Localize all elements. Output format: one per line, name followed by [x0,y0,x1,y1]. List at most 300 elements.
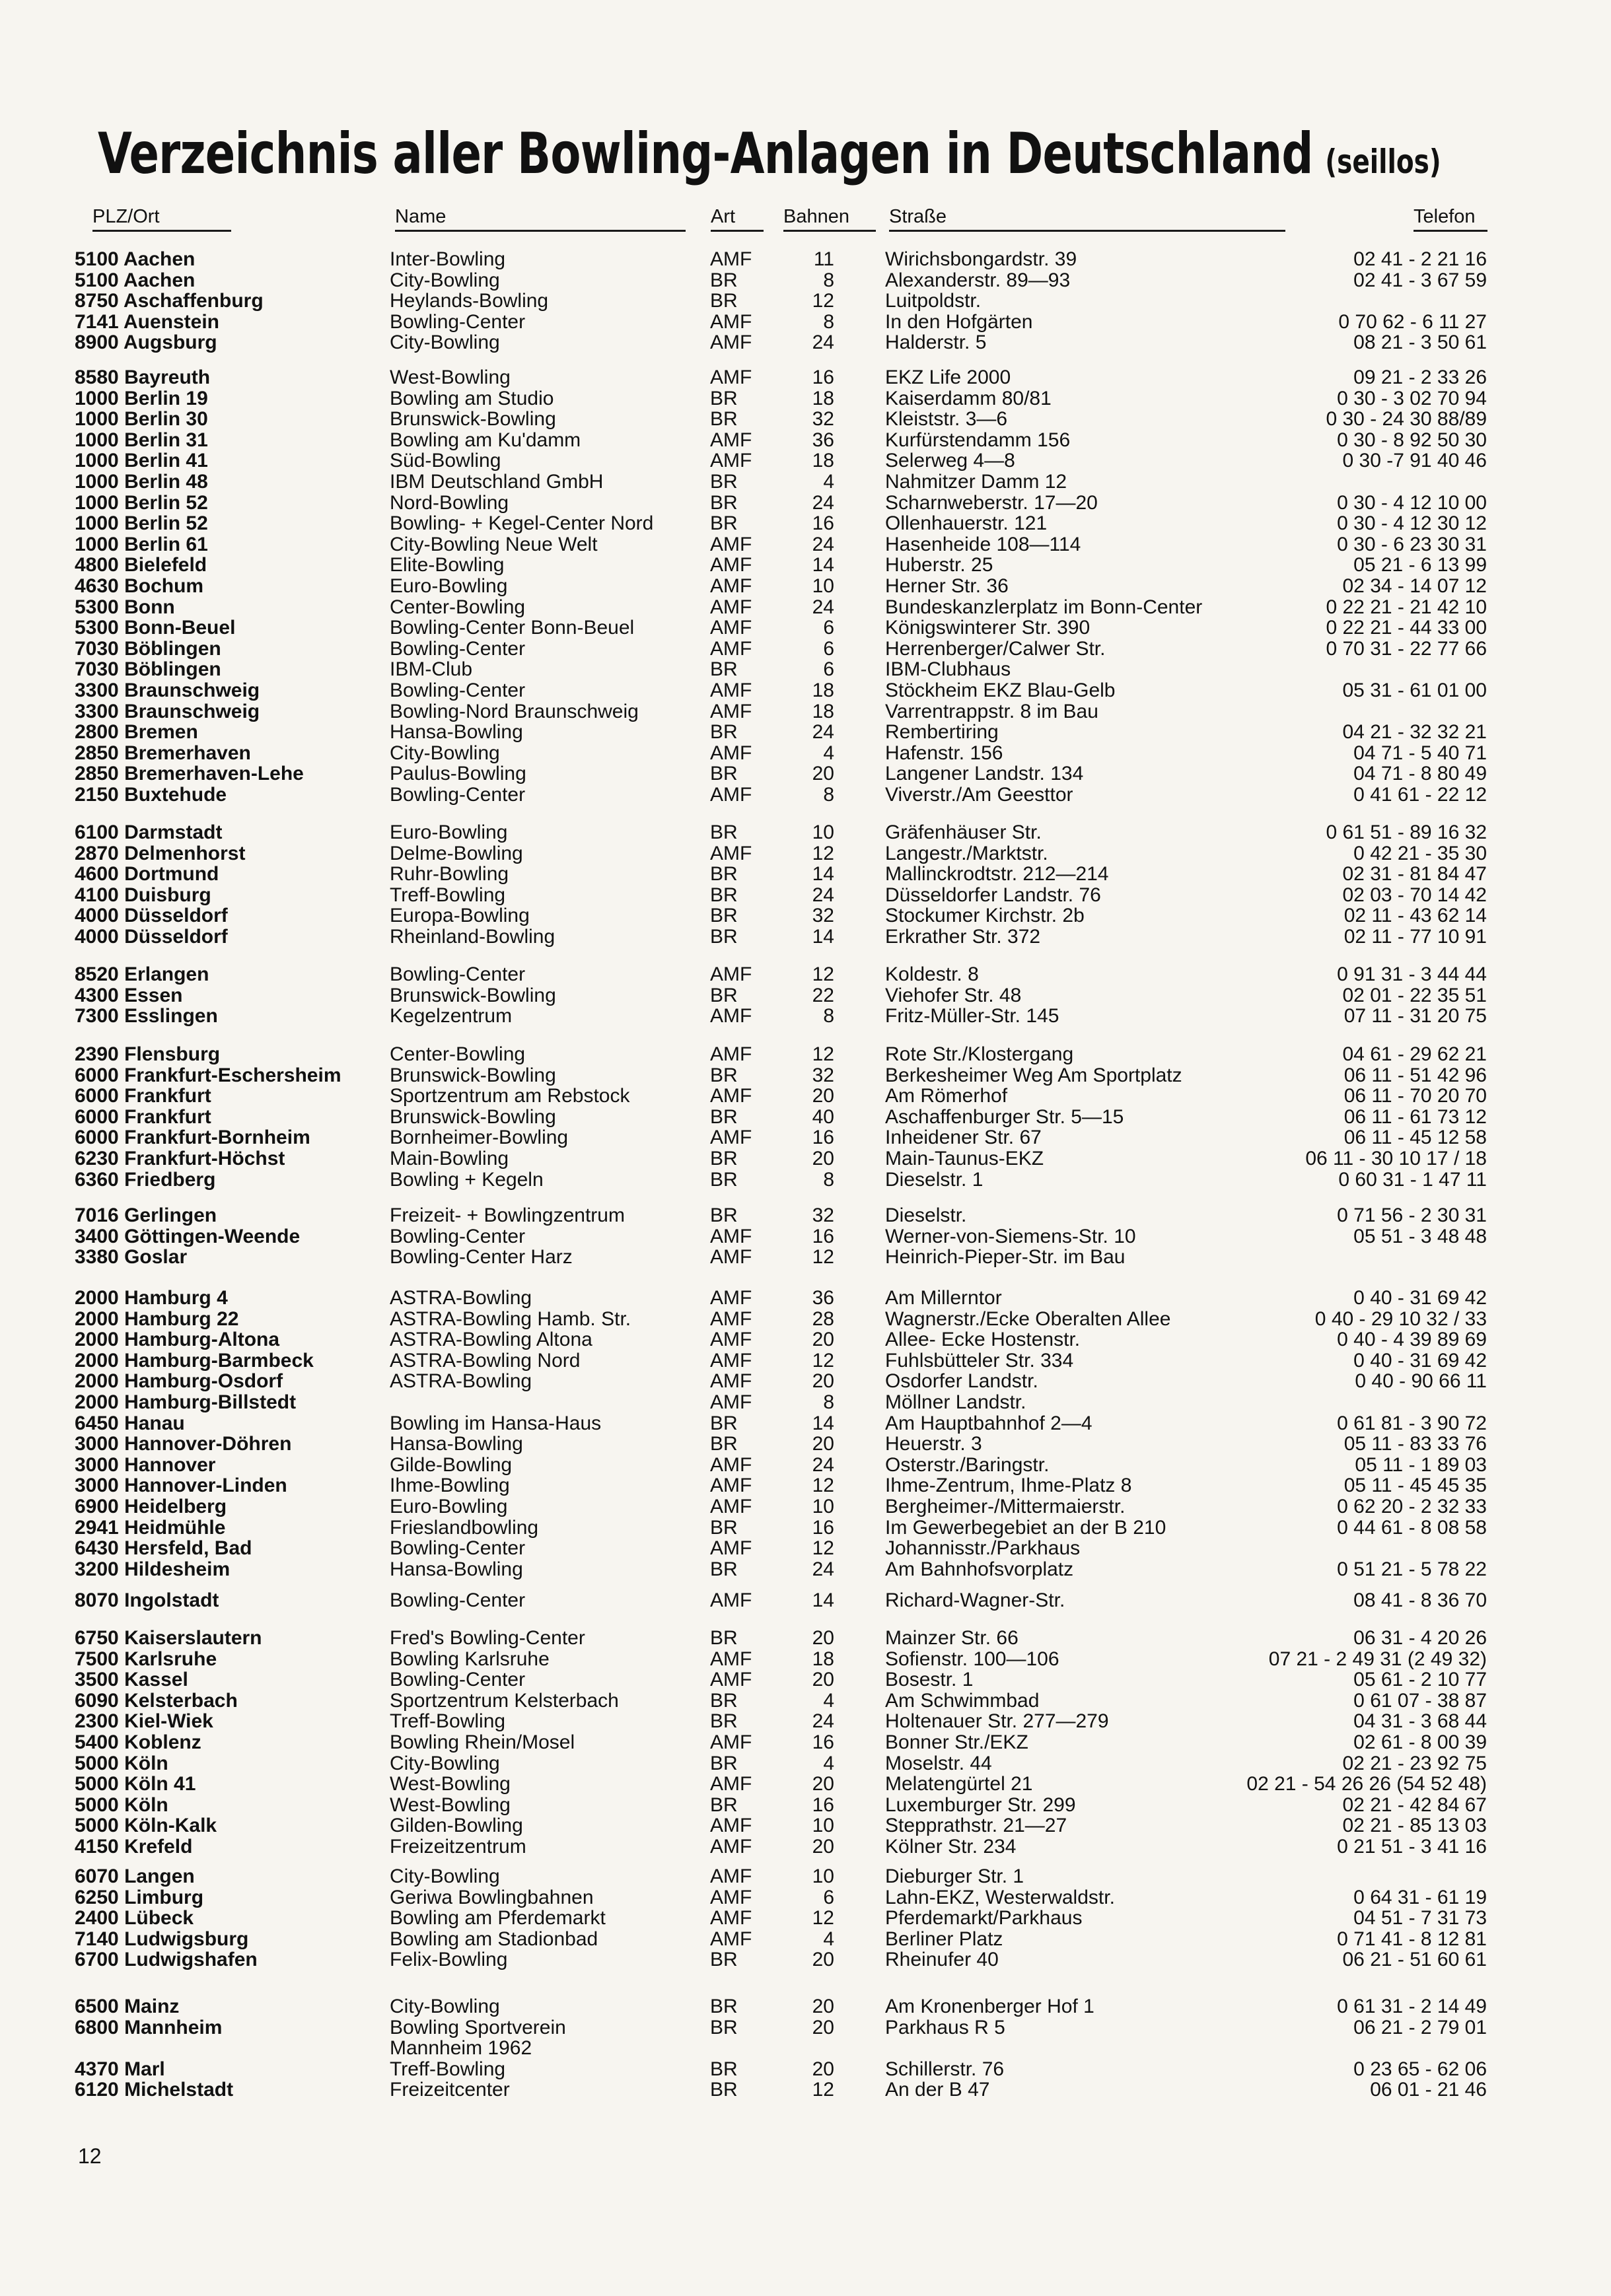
cell-plz-ort: 7300 Esslingen [75,1005,218,1027]
cell-name: Treff-Bowling [390,2058,506,2080]
cell-name: IBM Deutschland GmbH [390,471,604,493]
cell-name: Bowling-Center [390,1669,526,1691]
cell-bahnen: 20 [812,1949,834,1971]
cell-telefon: 06 21 - 2 79 01 [1353,2016,1487,2038]
cell-plz-ort: 6000 Frankfurt [75,1105,211,1128]
cell-bahnen: 16 [812,366,834,388]
table-row [0,1392,1611,1413]
cell-telefon: 06 11 - 70 20 70 [1343,1085,1487,1107]
table-row [0,701,1611,722]
cell-art: BR [710,471,738,493]
table-row [0,388,1611,409]
cell-plz-ort: 5100 Aachen [75,269,196,291]
table-row [0,964,1611,985]
cell-art: BR [710,1710,738,1733]
header-rule-art [711,230,764,232]
cell-telefon: 0 61 31 - 2 14 49 [1337,1996,1487,2017]
table-row [0,1753,1611,1774]
cell-name: Center-Bowling [390,1043,526,1065]
cell-bahnen: 32 [812,1204,834,1226]
cell-strasse: Langestr./Marktstr. [885,842,1048,864]
cell-strasse: Halderstr. 5 [885,331,987,354]
cell-bahnen: 6 [823,658,834,681]
cell-plz-ort: 6090 Kelsterbach [75,1689,238,1712]
cell-plz-ort: 8580 Bayreuth [75,366,211,388]
cell-strasse: Am Römerhof [885,1085,1008,1107]
cell-bahnen: 32 [812,905,834,927]
cell-telefon: 0 40 - 31 69 42 [1353,1349,1487,1372]
cell-plz-ort: 2870 Delmenhorst [75,842,246,864]
cell-strasse: Am Bahnhofsvorplatz [885,1558,1074,1580]
table-row [0,1711,1611,1732]
table-row [0,926,1611,948]
cell-name: Treff-Bowling [390,884,506,906]
cell-name: Bowling- + Kegel-Center Nord [390,512,654,535]
cell-strasse: An der B 47 [885,2079,990,2101]
cell-art: BR [710,1168,738,1191]
cell-strasse: Bosestr. 1 [885,1669,974,1691]
cell-strasse: Am Kronenberger Hof 1 [885,1996,1094,2017]
cell-bahnen: 24 [812,331,834,354]
table-row [0,1795,1611,1816]
cell-plz-ort: 4600 Dortmund [75,863,219,886]
cell-plz-ort: 4100 Duisburg [75,884,211,906]
cell-strasse: Selerweg 4—8 [885,450,1015,472]
cell-name: Bowling Sportverein [390,2016,566,2038]
cell-strasse: Mainzer Str. 66 [885,1627,1019,1649]
cell-telefon: 05 11 - 1 89 03 [1355,1453,1487,1476]
cell-art: AMF [710,1537,752,1560]
col-header-strasse: Straße [889,206,947,227]
cell-telefon: 0 44 61 - 8 08 58 [1337,1516,1487,1539]
cell-bahnen: 24 [812,884,834,906]
table-row [0,1413,1611,1434]
cell-bahnen: 12 [812,1246,834,1269]
cell-art: BR [710,1064,738,1086]
cell-art: AMF [710,1475,752,1497]
cell-strasse: Rote Str./Klostergang [885,1043,1074,1065]
cell-name: Main-Bowling [390,1148,509,1169]
cell-name: Treff-Bowling [390,1710,506,1733]
cell-plz-ort: 5000 Köln 41 [75,1773,196,1795]
cell-strasse: Bergheimer-/Mittermaierstr. [885,1496,1126,1517]
cell-art: BR [710,821,738,843]
cell-plz-ort: 5000 Köln-Kalk [75,1815,217,1837]
cell-art: AMF [710,331,752,354]
cell-telefon: 0 40 - 29 10 32 / 33 [1314,1307,1487,1330]
cell-telefon: 02 41 - 2 21 16 [1353,248,1487,270]
table-row [0,1517,1611,1539]
cell-name: Bowling-Center [390,679,526,701]
table-row [0,513,1611,534]
cell-name: Fred's Bowling-Center [390,1627,585,1649]
cell-art: AMF [710,1127,752,1149]
cell-name: Süd-Bowling [390,450,501,472]
cell-name: Mannheim 1962 [390,2037,532,2060]
cell-name: Paulus-Bowling [390,763,526,785]
table-row [0,722,1611,743]
cell-art: BR [710,2058,738,2080]
cell-name: Sportzentrum am Rebstock [390,1085,630,1107]
cell-art: AMF [710,1496,752,1517]
cell-telefon: 0 30 - 3 02 70 94 [1337,387,1487,409]
cell-strasse: EKZ Life 2000 [885,366,1011,388]
table-row [0,1908,1611,1929]
cell-name: West-Bowling [390,366,511,388]
cell-name: Hansa-Bowling [390,1433,523,1455]
cell-telefon: 02 31 - 81 84 47 [1342,863,1487,886]
cell-art: BR [710,1793,738,1816]
cell-telefon: 0 61 51 - 89 16 32 [1326,821,1487,843]
cell-plz-ort: 4300 Essen [75,984,183,1006]
cell-plz-ort: 7030 Böblingen [75,658,221,681]
cell-strasse: Heinrich-Pieper-Str. im Bau [885,1246,1126,1269]
cell-plz-ort: 1000 Berlin 31 [75,429,208,451]
cell-plz-ort: 2941 Heidmühle [75,1516,226,1539]
cell-art: AMF [710,310,752,333]
cell-bahnen: 10 [812,821,834,843]
cell-plz-ort: 2300 Kiel-Wiek [75,1710,213,1733]
cell-bahnen: 18 [812,450,834,472]
cell-art: AMF [710,1329,752,1351]
cell-telefon: 0 60 31 - 1 47 11 [1338,1168,1487,1191]
table-row [0,409,1611,430]
cell-bahnen: 16 [812,1225,834,1247]
table-row [0,1371,1611,1392]
cell-art: AMF [710,1907,752,1930]
cell-telefon: 04 61 - 29 62 21 [1342,1043,1487,1065]
cell-plz-ort: 4000 Düsseldorf [75,926,228,948]
cell-plz-ort: 2000 Hamburg 22 [75,1307,239,1330]
table-row [0,1247,1611,1268]
cell-bahnen: 11 [813,248,834,270]
cell-name: Freizeitcenter [390,2079,510,2101]
cell-bahnen: 12 [812,1043,834,1065]
cell-name: Felix-Bowling [390,1949,508,1971]
cell-name: ASTRA-Bowling Altona [390,1329,592,1351]
cell-bahnen: 4 [823,1689,834,1712]
cell-strasse: Kurfürstendamm 156 [885,429,1071,451]
cell-bahnen: 20 [812,1773,834,1795]
cell-telefon: 05 11 - 83 33 76 [1343,1433,1487,1455]
table-row [0,1127,1611,1148]
cell-art: AMF [710,1225,752,1247]
cell-art: BR [710,926,738,948]
cell-plz-ort: 5100 Aachen [75,248,196,270]
cell-telefon: 0 30 - 4 12 10 00 [1337,491,1487,514]
table-row [0,864,1611,885]
cell-bahnen: 20 [812,1836,834,1858]
cell-bahnen: 24 [812,533,834,555]
table-row [0,1226,1611,1247]
cell-strasse: Viverstr./Am Geesttor [885,784,1073,806]
cell-plz-ort: 6450 Hanau [75,1412,185,1434]
cell-plz-ort: 6070 Langen [75,1865,195,1887]
cell-bahnen: 18 [812,387,834,409]
cell-plz-ort: 2850 Bremerhaven [75,742,251,764]
page-number: 12 [78,2144,102,2168]
cell-strasse: Kaiserdamm 80/81 [885,387,1052,409]
cell-art: BR [710,1516,738,1539]
cell-art: AMF [710,1669,752,1691]
cell-strasse: Bonner Str./EKZ [885,1731,1028,1753]
cell-telefon: 05 11 - 45 45 35 [1343,1475,1487,1497]
table-row [0,843,1611,864]
cell-art: BR [710,1148,738,1169]
table-row [0,1169,1611,1191]
cell-name: Bowling am Stadionbad [390,1928,598,1950]
table-row [0,1649,1611,1670]
cell-plz-ort: 6430 Hersfeld, Bad [75,1537,252,1560]
cell-art: AMF [710,1391,752,1413]
cell-name: City-Bowling [390,742,500,764]
table-row [0,291,1611,312]
cell-strasse: Melatengürtel 21 [885,1773,1033,1795]
table-row [0,576,1611,597]
cell-name: Bowling am Ku'damm [390,429,581,451]
cell-plz-ort: 8520 Erlangen [75,963,209,985]
cell-art: AMF [710,1085,752,1107]
cell-bahnen: 20 [812,763,834,785]
cell-strasse: Bundeskanzlerplatz im Bonn-Center [885,596,1203,618]
cell-bahnen: 36 [812,1287,834,1309]
cell-bahnen: 10 [812,1815,834,1837]
cell-art: BR [710,863,738,886]
cell-telefon: 0 30 - 4 12 30 12 [1337,512,1487,535]
table-row [0,1628,1611,1649]
cell-bahnen: 14 [812,1412,834,1434]
table-row [0,617,1611,639]
cell-strasse: Ollenhauerstr. 121 [885,512,1048,535]
cell-name: City-Bowling [390,269,500,291]
cell-bahnen: 20 [812,1669,834,1691]
cell-name: Gilde-Bowling [390,1453,513,1476]
cell-name: ASTRA-Bowling [390,1370,532,1393]
cell-name: Bowling im Hansa-Haus [390,1412,602,1434]
cell-name: Bowling Rhein/Mosel [390,1731,575,1753]
cell-bahnen: 4 [823,1928,834,1950]
cell-plz-ort: 5000 Köln [75,1752,168,1774]
cell-strasse: Osterstr./Baringstr. [885,1453,1050,1476]
cell-bahnen: 16 [812,1516,834,1539]
cell-name: City-Bowling [390,331,500,354]
cell-name: Bornheimer-Bowling [390,1127,569,1149]
table-row [0,1887,1611,1908]
col-header-name: Name [395,206,447,227]
cell-name: Elite-Bowling [390,554,505,576]
cell-name: West-Bowling [390,1773,511,1795]
cell-bahnen: 20 [812,1370,834,1393]
cell-telefon: 04 21 - 32 32 21 [1342,721,1487,744]
cell-art: AMF [710,575,752,597]
cell-plz-ort: 4630 Bochum [75,575,204,597]
cell-plz-ort: 8750 Aschaffenburg [75,290,264,312]
cell-bahnen: 8 [823,269,834,291]
cell-plz-ort: 5300 Bonn [75,596,175,618]
cell-strasse: Düsseldorfer Landstr. 76 [885,884,1101,906]
col-header-art: Art [711,206,736,227]
cell-strasse: Aschaffenburger Str. 5—15 [885,1105,1124,1128]
cell-strasse: Stockumer Kirchstr. 2b [885,905,1085,927]
table-row [0,1086,1611,1107]
cell-plz-ort: 7016 Gerlingen [75,1204,217,1226]
cell-plz-ort: 7140 Ludwigsburg [75,1928,249,1950]
cell-art: AMF [710,1589,752,1611]
cell-bahnen: 14 [812,863,834,886]
table-row [0,1559,1611,1580]
cell-bahnen: 10 [812,1865,834,1887]
cell-telefon: 02 03 - 70 14 42 [1342,884,1487,906]
cell-name: City-Bowling [390,1752,500,1774]
cell-art: BR [710,1689,738,1712]
cell-art: AMF [710,1246,752,1269]
cell-strasse: Königswinterer Str. 390 [885,617,1091,639]
cell-plz-ort: 3300 Braunschweig [75,679,260,701]
cell-name: Gilden-Bowling [390,1815,523,1837]
table-row [0,597,1611,618]
table-row [0,1065,1611,1086]
cell-strasse: Wirichsbongardstr. 39 [885,248,1077,270]
cell-strasse: Holtenauer Str. 277—279 [885,1710,1109,1733]
cell-telefon: 0 22 21 - 21 42 10 [1326,596,1487,618]
cell-art: AMF [710,1928,752,1950]
table-row [0,332,1611,353]
cell-telefon: 0 70 62 - 6 11 27 [1338,310,1487,333]
cell-strasse: Im Gewerbegebiet an der B 210 [885,1516,1166,1539]
cell-strasse: Osdorfer Landstr. [885,1370,1038,1393]
cell-bahnen: 24 [812,596,834,618]
cell-name: Bowling + Kegeln [390,1168,544,1191]
table-row [0,1455,1611,1476]
cell-bahnen: 18 [812,1648,834,1670]
cell-bahnen: 14 [812,1589,834,1611]
cell-telefon: 0 41 61 - 22 12 [1353,784,1487,806]
cell-name: ASTRA-Bowling [390,1287,532,1309]
cell-plz-ort: 6000 Frankfurt-Eschersheim [75,1064,341,1086]
cell-telefon: 02 11 - 77 10 91 [1343,926,1487,948]
cell-name: Ruhr-Bowling [390,863,509,886]
cell-strasse: Fuhlsbütteler Str. 334 [885,1349,1074,1372]
cell-plz-ort: 2850 Bremerhaven-Lehe [75,763,304,785]
cell-plz-ort: 5300 Bonn-Beuel [75,617,236,639]
cell-bahnen: 8 [823,310,834,333]
cell-art: BR [710,491,738,514]
cell-telefon: 04 51 - 7 31 73 [1353,1907,1487,1930]
table-row [0,1496,1611,1517]
table-row [0,822,1611,843]
cell-bahnen: 4 [823,1752,834,1774]
cell-art: AMF [710,784,752,806]
table-row [0,885,1611,906]
table-row [0,659,1611,680]
cell-art: AMF [710,1648,752,1670]
cell-art: BR [710,658,738,681]
cell-name: IBM-Club [390,658,473,681]
cell-art: AMF [710,1886,752,1908]
cell-telefon: 02 21 - 54 26 26 (54 52 48) [1246,1773,1487,1795]
title-suffix: (seillos) [1325,143,1441,181]
table-row [0,1732,1611,1753]
cell-bahnen: 20 [812,1148,834,1169]
cell-telefon: 0 64 31 - 61 19 [1353,1886,1487,1908]
cell-telefon: 0 40 - 4 39 89 69 [1337,1329,1487,1351]
cell-art: AMF [710,1815,752,1837]
cell-bahnen: 16 [812,1731,834,1753]
cell-strasse: Am Millerntor [885,1287,1002,1309]
cell-plz-ort: 6500 Mainz [75,1996,180,2017]
cell-plz-ort: 7030 Böblingen [75,637,221,660]
cell-plz-ort: 2390 Flensburg [75,1043,221,1065]
cell-art: BR [710,512,738,535]
cell-art: BR [710,1627,738,1649]
cell-strasse: Rheinufer 40 [885,1949,999,1971]
cell-bahnen: 12 [812,1907,834,1930]
cell-art: BR [710,2079,738,2101]
cell-name: Bowling-Center [390,1537,526,1560]
cell-telefon: 02 41 - 3 67 59 [1353,269,1487,291]
cell-name: Sportzentrum Kelsterbach [390,1689,619,1712]
cell-strasse: Luxemburger Str. 299 [885,1793,1076,1816]
cell-bahnen: 12 [812,1475,834,1497]
table-row [0,312,1611,333]
cell-plz-ort: 5000 Köln [75,1793,168,1816]
cell-plz-ort: 4800 Bielefeld [75,554,207,576]
cell-name: Delme-Bowling [390,842,523,864]
cell-art: AMF [710,700,752,722]
cell-strasse: Varrentrappstr. 8 im Bau [885,700,1098,722]
table-row [0,1774,1611,1795]
cell-strasse: Richard-Wagner-Str. [885,1589,1065,1611]
cell-strasse: Dieburger Str. 1 [885,1865,1024,1887]
cell-name: ASTRA-Bowling Nord [390,1349,581,1372]
cell-plz-ort: 4000 Düsseldorf [75,905,228,927]
cell-plz-ort: 2000 Hamburg-Billstedt [75,1391,297,1413]
cell-plz-ort: 1000 Berlin 52 [75,512,208,535]
page-title [98,111,1441,197]
cell-bahnen: 6 [823,617,834,639]
cell-strasse: Dieselstr. [885,1204,967,1226]
cell-strasse: Erkrather Str. 372 [885,926,1041,948]
cell-strasse: Pferdemarkt/Parkhaus [885,1907,1083,1930]
cell-strasse: Heuerstr. 3 [885,1433,982,1455]
cell-strasse: Berkesheimer Weg Am Sportplatz [885,1064,1182,1086]
table-row [0,450,1611,471]
cell-bahnen: 12 [812,2079,834,2101]
cell-plz-ort: 6900 Heidelberg [75,1496,227,1517]
cell-name: Geriwa Bowlingbahnen [390,1886,594,1908]
cell-art: BR [710,721,738,744]
cell-name: Bowling-Center [390,310,526,333]
table-row [0,784,1611,806]
cell-plz-ort: 7500 Karlsruhe [75,1648,217,1670]
cell-telefon: 06 11 - 61 73 12 [1343,1105,1487,1128]
cell-telefon: 0 40 - 31 69 42 [1353,1287,1487,1309]
cell-name: Bowling-Center Bonn-Beuel [390,617,635,639]
cell-telefon: 06 21 - 51 60 61 [1342,1949,1487,1971]
header-rule-name [395,230,686,232]
cell-art: BR [710,763,738,785]
cell-strasse: Am Hauptbahnhof 2—4 [885,1412,1092,1434]
cell-telefon: 0 40 - 90 66 11 [1355,1370,1487,1393]
cell-plz-ort: 5400 Koblenz [75,1731,201,1753]
cell-strasse: Herrenberger/Calwer Str. [885,637,1106,660]
cell-name: Bowling am Studio [390,387,554,409]
cell-bahnen: 20 [812,1085,834,1107]
cell-plz-ort: 1000 Berlin 52 [75,491,208,514]
cell-telefon: 0 91 31 - 3 44 44 [1337,963,1487,985]
cell-plz-ort: 3380 Goslar [75,1246,188,1269]
cell-art: AMF [710,554,752,576]
